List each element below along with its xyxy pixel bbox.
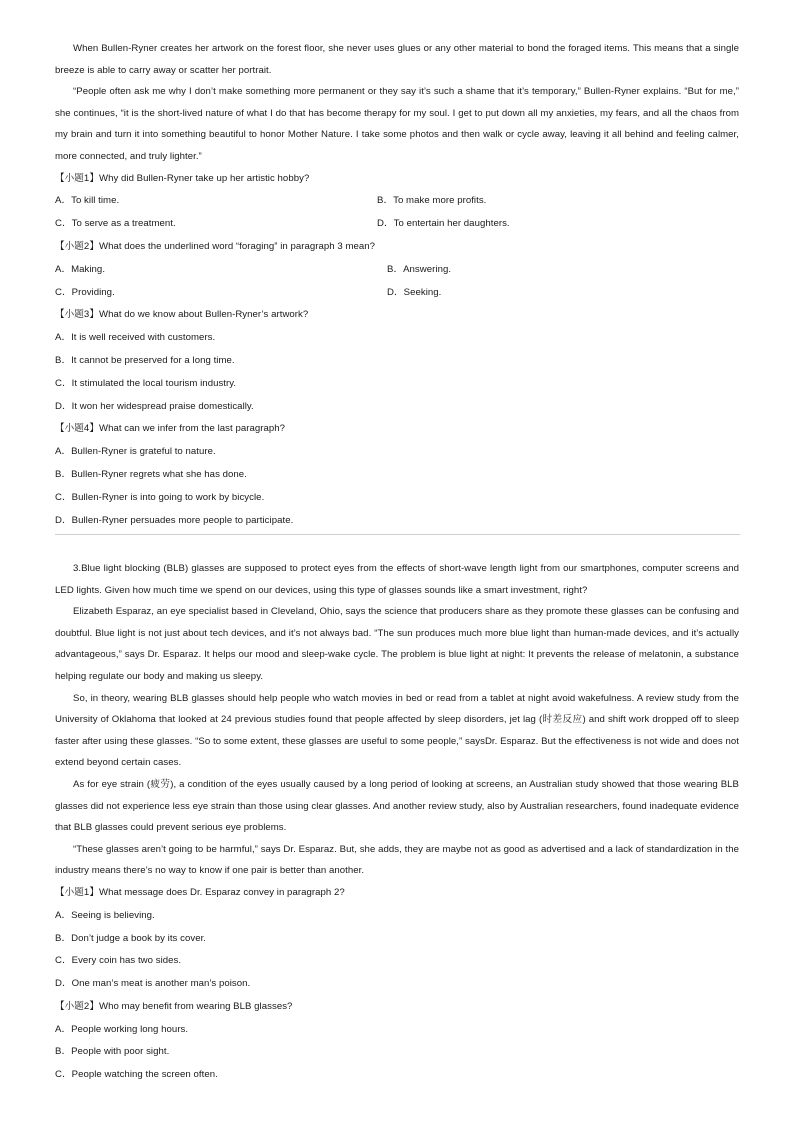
passage-paragraph: So, in theory, wearing BLB glasses should help people who watch movies in bed or read from a tablet at night avoid wakefulness. A review study from the University of Oklahoma that looked at 24 previous studies found that people affected by sleep disorders, jet lag (时差反应) and shift work dropped off to sleep faster after using these glasses. “So to some extent, these glasses are useful to some people,” saysDr. Esparaz. But the effectiveness is not wide and does not extend beyond certain cases. [55, 692, 739, 769]
option-a: A．To kill time. [55, 195, 120, 207]
option-d: D．It won her widespread praise domestically. [55, 400, 254, 412]
option-b: B．It cannot be preserved for a long time. [55, 354, 235, 366]
option-d: D．Seeking. [387, 286, 442, 298]
option-b: B．To make more profits. [377, 195, 487, 207]
option-c: C．Every coin has two sides. [55, 955, 182, 967]
question-1 [55, 168, 739, 236]
question-1 [55, 882, 739, 996]
question-stem: 【小题3】What do we know about Bullen-Ryner’s artwork? [55, 309, 309, 321]
option-a: A．It is well received with customers. [55, 332, 216, 344]
passage-paragraph: When Bullen-Ryner creates her artwork on the forest floor, she never uses glues or any other material to bond the foraged items. This means that a single breeze is able to carry away or scatter her portrait. [55, 43, 739, 76]
option-c: C．People watching the screen often. [55, 1069, 218, 1081]
option-d: D．Bullen-Ryner persuades more people to participate. [55, 514, 294, 526]
option-b: B．People with poor sight. [55, 1046, 170, 1058]
option-d: D．To entertain her daughters. [377, 218, 510, 230]
option-a: A．People working long hours. [55, 1023, 189, 1035]
question-stem: 【小题4】What can we infer from the last paragraph? [55, 423, 286, 435]
passage-paragraph: 3.Blue light blocking (BLB) glasses are supposed to protect eyes from the effects of short-wave length light from our smartphones, computer screens and LED lights. Given how much time we spend on our devices, using this type of glasses sounds like a smart investment, right? [55, 563, 739, 596]
question-stem: 【小题1】Why did Bullen-Ryner take up her artistic hobby? [55, 172, 310, 184]
option-a: A．Bullen-Ryner is grateful to nature. [55, 446, 216, 458]
passage-paragraph: “These glasses aren’t going to be harmful,” says Dr. Esparaz. But, she adds, they are maybe not as good as advertised and a lack of standardization in the industry means there’s no way to know if one pair is better than another. [55, 843, 739, 877]
option-a: A．Seeing is believing. [55, 909, 155, 921]
option-row [55, 213, 739, 236]
passage-paragraph: “People often ask me why I don’t make something more permanent or they say it’s such a shame that it’s temporary,” Bullen-Ryner explains. “But for me,” she continues, “it is the short-lived nature of what I do that has become therapy for my soul. I get to put down all my anxieties, my fears, and all the chaos from my brain and turn it into something beautiful to honor Mother Nature. I take some photos and then walk or cycle away, leaving it all behind and feeling calmer, more connected, and truly lighter.” [55, 86, 739, 162]
option-b: B．Answering. [387, 263, 452, 275]
option-c: C．Providing. [55, 286, 115, 298]
option-row [55, 259, 739, 282]
question-2 [55, 996, 739, 1087]
option-c: C．It stimulated the local tourism industry. [55, 377, 237, 389]
option-b: B．Bullen-Ryner regrets what she has done. [55, 468, 247, 480]
question-stem: 【小题2】What does the underlined word “foraging” in paragraph 3 mean? [55, 240, 376, 252]
option-b: B．Don’t judge a book by its cover. [55, 932, 207, 944]
passage-section-2 [55, 558, 739, 1087]
question-3 [55, 304, 739, 418]
question-stem: 【小题2】Who may benefit from wearing BLB glasses? [55, 1000, 293, 1012]
section-divider [55, 534, 740, 535]
passage-paragraph: As for eye strain (疲劳), a condition of the eyes usually caused by a long period of looking at screens, an Australian study showed that those wearing BLB glasses did not experience less eye strain than those using clear glasses. And another review study, also by Australian researchers, found inadequate evidence that BLB glasses could prevent serious eye problems. [55, 778, 739, 834]
question-stem: 【小题1】What message does Dr. Esparaz convey in paragraph 2? [55, 886, 345, 898]
option-a: A．Making. [55, 263, 106, 275]
question-4 [55, 418, 739, 532]
option-row [55, 282, 739, 305]
question-2 [55, 236, 739, 304]
passage-paragraph: Elizabeth Esparaz, an eye specialist based in Cleveland, Ohio, says the science that producers share as they promote these glasses can be confusing and doubtful. Blue light is not just about tech devices, and it’s not always bad. “The sun produces much more blue light than human-made devices, and it’s actually advantageous,” says Dr. Esparaz. It helps our mood and sleep-wake cycle. The problem is blue light at night: It prevents the release of melatonin, a substance helping regulate our body and making us sleepy. [55, 606, 739, 682]
option-row [55, 190, 739, 213]
option-c: C．Bullen-Ryner is into going to work by bicycle. [55, 491, 265, 503]
option-c: C．To serve as a treatment. [55, 218, 176, 230]
option-d: D．One man’s meat is another man’s poison. [55, 978, 251, 990]
passage-section-1 [55, 38, 739, 532]
